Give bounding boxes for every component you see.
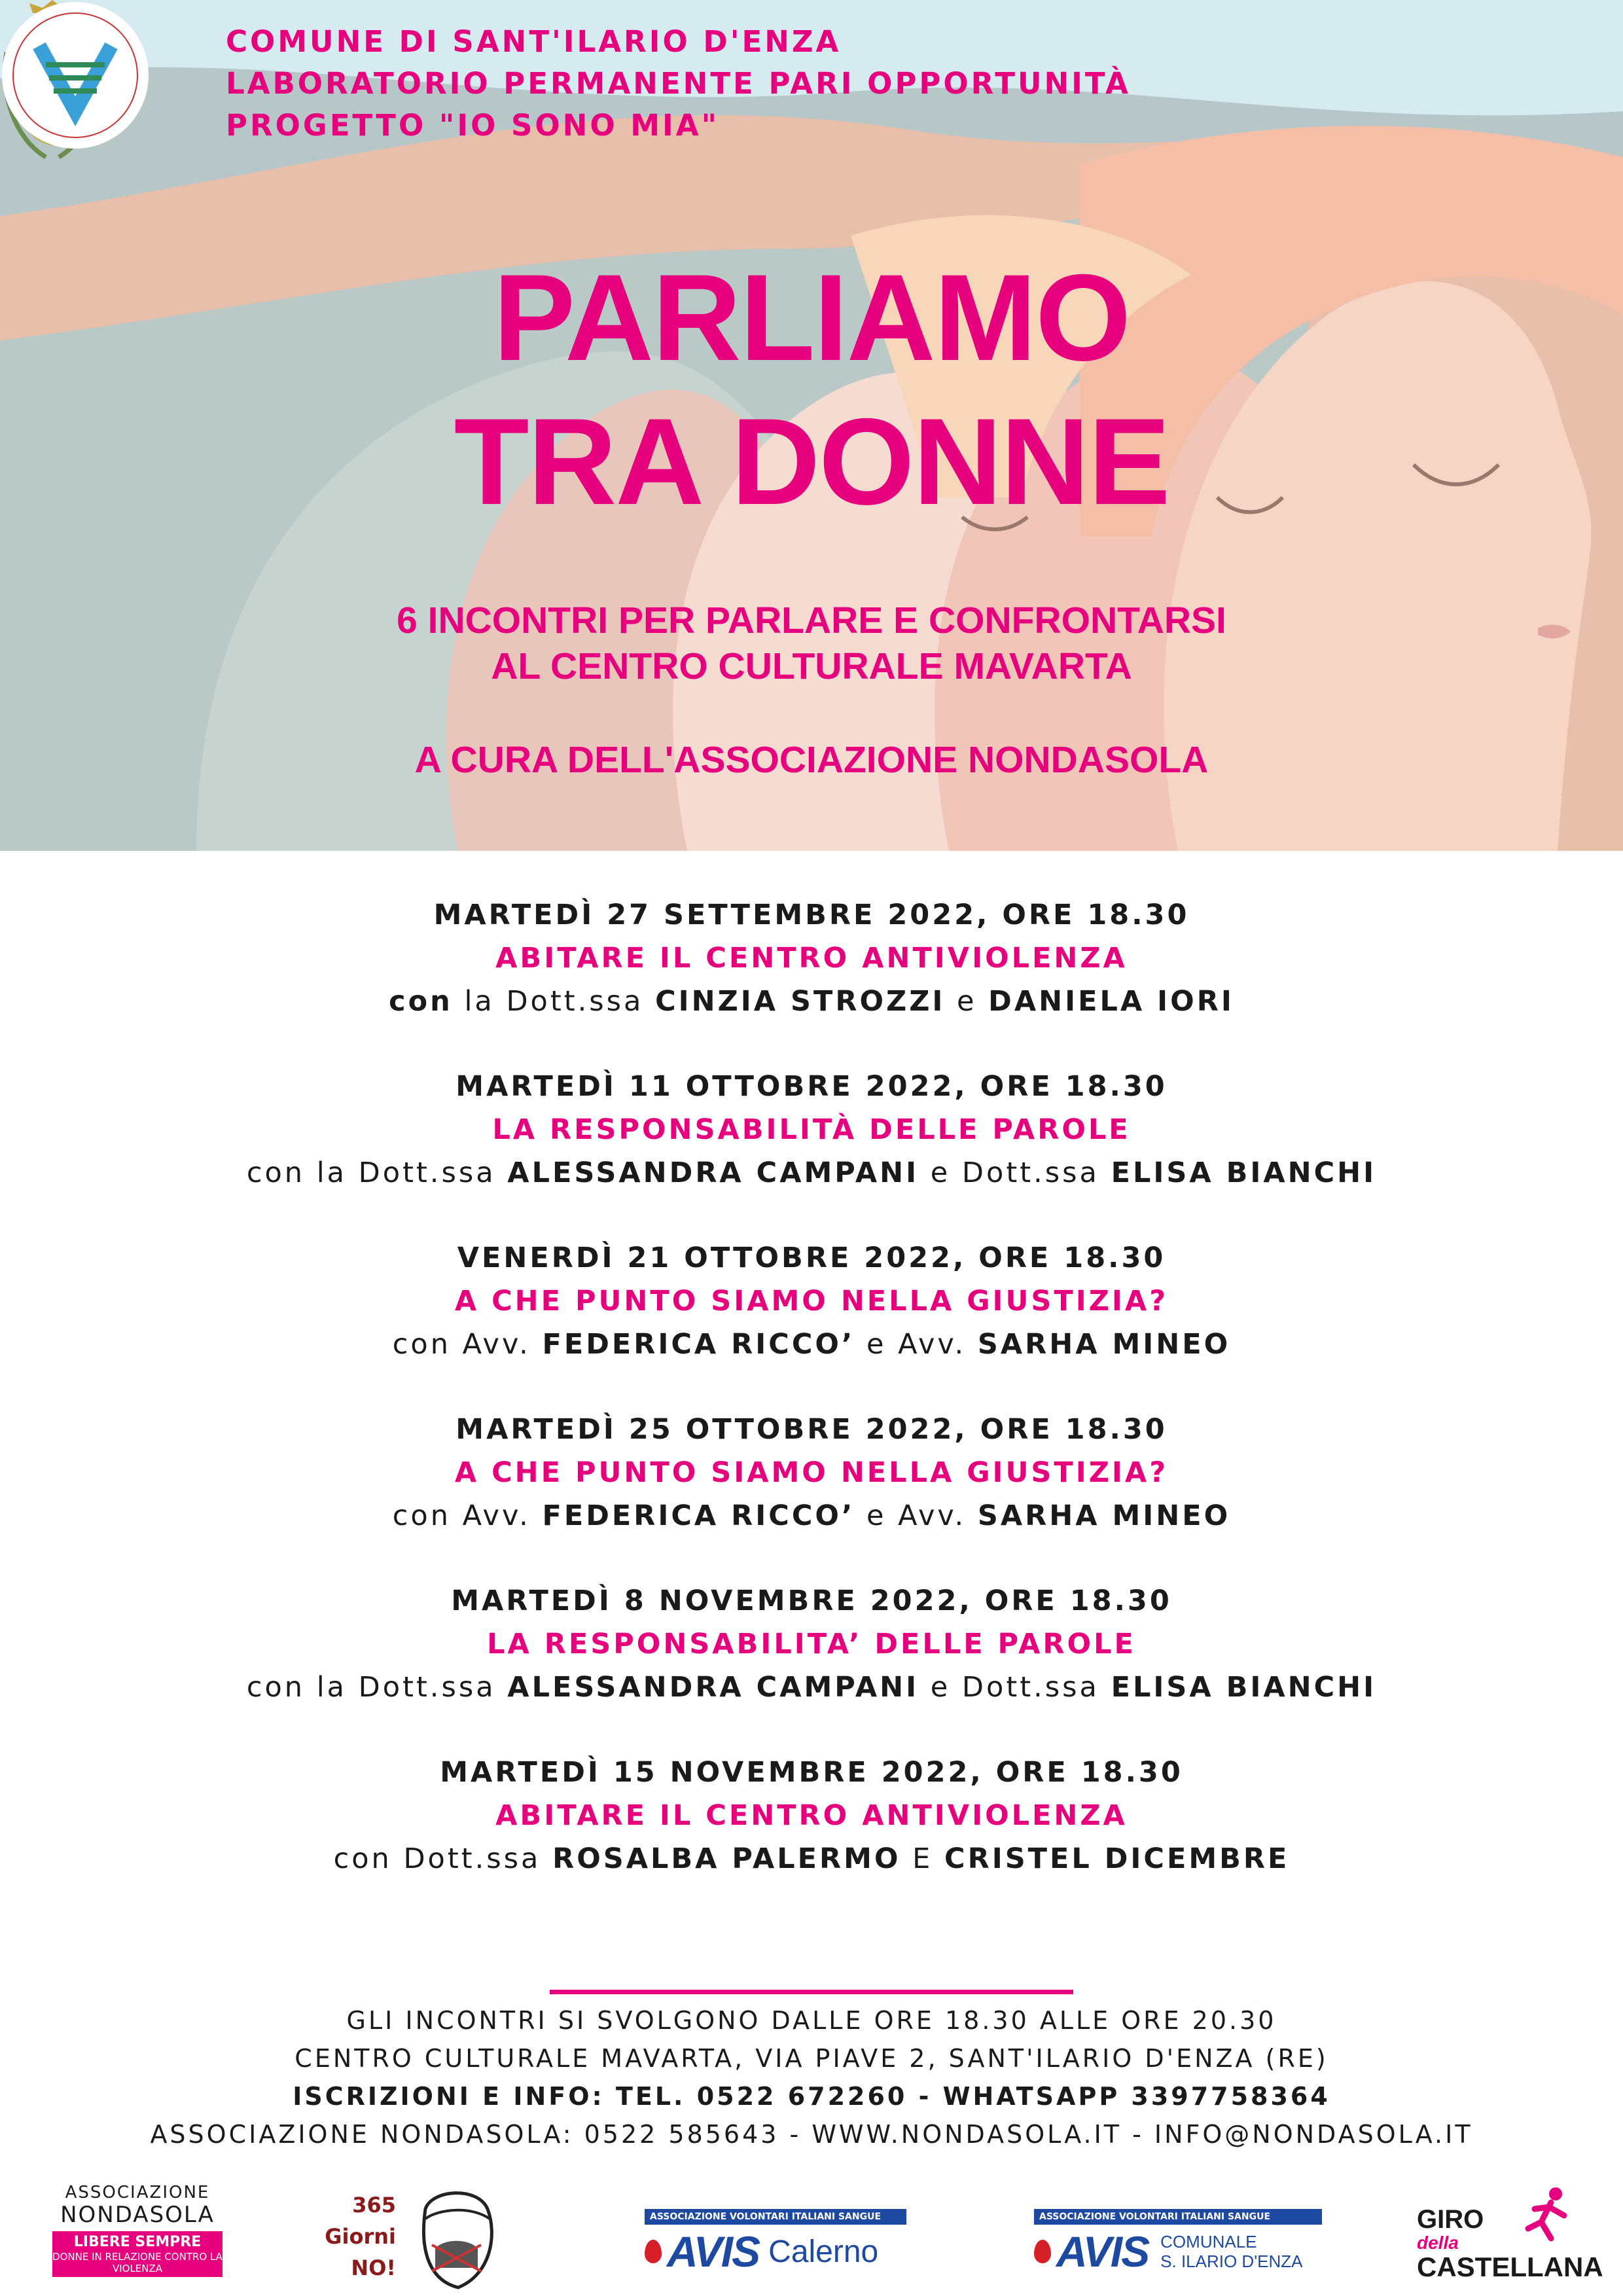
event-topic: LA RESPONSABILITÀ DELLE PAROLE — [492, 1113, 1131, 1146]
curator-line: A CURA DELL'ASSOCIAZIONE NONDASOLA — [414, 739, 1209, 781]
woman-face-sketch-icon — [406, 2183, 504, 2291]
event-item — [0, 1408, 1623, 1579]
header-lines — [226, 21, 1131, 147]
event-topic: ABITARE IL CENTRO ANTIVIOLENZA — [495, 942, 1128, 975]
avis-comunale-place-2: S. ILARIO D'ENZA — [1160, 2251, 1303, 2271]
event-speakers — [0, 980, 1623, 1023]
event-speaker-text: con Avv. — [392, 1328, 543, 1361]
footer-contact: ASSOCIAZIONE NONDASOLA: 0522 585643 - WWW.NONDASOLA.IT - INFO@NONDASOLA.IT — [150, 2120, 1473, 2149]
event-date: MARTEDÌ 25 OTTOBRE 2022, ORE 18.30 — [455, 1413, 1168, 1446]
event-list — [0, 893, 1623, 1922]
event-speaker-name: DANIELA IORI — [988, 985, 1234, 1018]
event-date: MARTEDÌ 8 NOVEMBRE 2022, ORE 18.30 — [451, 1585, 1172, 1617]
event-item — [0, 1579, 1623, 1751]
avis-calerno-logo — [645, 2209, 906, 2287]
event-speaker-name: ELISA BIANCHI — [1111, 1157, 1377, 1189]
event-speaker-text: con Avv. — [392, 1499, 543, 1532]
event-speakers — [0, 1151, 1623, 1194]
event-speaker-text: con la Dott.ssa — [246, 1671, 508, 1704]
event-speaker-text: la Dott.ssa — [452, 985, 656, 1018]
event-date: MARTEDÌ 27 SETTEMBRE 2022, ORE 18.30 — [433, 899, 1190, 931]
event-date: VENERDÌ 21 OTTOBRE 2022, ORE 18.30 — [457, 1242, 1166, 1274]
avis-calerno-place: Calerno — [768, 2234, 879, 2269]
giro-line-3: CASTELLANA — [1417, 2251, 1603, 2282]
giro-della-castellana-logo — [1417, 2186, 1603, 2291]
event-speaker-text: e — [945, 985, 989, 1018]
event-speaker-name: ALESSANDRA CAMPANI — [507, 1157, 919, 1189]
event-speaker-name: CINZIA STROZZI — [655, 985, 946, 1018]
footer-hours: GLI INCONTRI SI SVOLGONO DALLE ORE 18.30 ALLE ORE 20.30 — [346, 2006, 1277, 2035]
title-line-1: PARLIAMO — [493, 249, 1130, 386]
unione-val-denza-logo-icon — [0, 0, 151, 151]
365-giorni-no-text — [314, 2189, 396, 2284]
event-topic: LA RESPONSABILITA’ DELLE PAROLE — [487, 1628, 1136, 1660]
365-line-3: NO! — [351, 2255, 396, 2280]
avis-comunale-place-1: COMUNALE — [1160, 2232, 1257, 2251]
event-item — [0, 1065, 1623, 1236]
nondasola-logo-band-a: LIBERE SEMPRE — [73, 2234, 202, 2250]
365-giorni-no-logo — [314, 2183, 510, 2291]
event-speaker-name: FEDERICA RICCO’ — [542, 1328, 855, 1361]
avis-comunale-logo — [1034, 2209, 1322, 2287]
event-speaker-text: con Dott.ssa — [333, 1842, 553, 1875]
giro-line-2: della — [1417, 2233, 1459, 2253]
footer-venue: CENTRO CULTURALE MAVARTA, VIA PIAVE 2, SANT'ILARIO D'ENZA (RE) — [294, 2044, 1329, 2073]
event-speaker-name: con — [389, 985, 453, 1018]
event-speaker-text: e Avv. — [855, 1328, 978, 1361]
event-topic: A CHE PUNTO SIAMO NELLA GIUSTIZIA? — [454, 1456, 1169, 1489]
nondasola-logo-band — [52, 2231, 223, 2277]
event-speaker-text: e Dott.ssa — [919, 1157, 1111, 1189]
event-topic: ABITARE IL CENTRO ANTIVIOLENZA — [495, 1799, 1128, 1832]
header-municipality: COMUNE DI SANT'ILARIO D'ENZA — [226, 24, 842, 59]
365-line-1: 365 — [352, 2193, 396, 2217]
event-speaker-name: ELISA BIANCHI — [1111, 1671, 1377, 1704]
nondasola-logo-name: NONDASOLA — [60, 2202, 215, 2228]
blood-drop-icon — [1034, 2240, 1051, 2263]
event-speaker-name: ALESSANDRA CAMPANI — [507, 1671, 919, 1704]
footer-divider — [550, 1990, 1073, 1994]
event-speaker-name: SARHA MINEO — [977, 1328, 1231, 1361]
title-line-2: TRA DONNE — [454, 393, 1169, 530]
event-speaker-text: con la Dott.ssa — [246, 1157, 508, 1189]
header-project: PROGETTO "IO SONO MIA" — [226, 108, 720, 143]
avis-calerno-word: AVIS — [667, 2227, 760, 2276]
nondasola-logo-band-b: DONNE IN RELAZIONE CONTRO LA VIOLENZA — [52, 2251, 223, 2274]
avis-comunale-word: AVIS — [1056, 2227, 1149, 2276]
event-speaker-name: FEDERICA RICCO’ — [542, 1499, 855, 1532]
event-speaker-name: CRISTEL DICEMBRE — [944, 1842, 1290, 1875]
avis-comunale-place — [1160, 2232, 1302, 2271]
giro-line-1: GIRO — [1417, 2205, 1484, 2234]
365-line-2: Giorni — [325, 2224, 396, 2249]
event-speaker-name: ROSALBA PALERMO — [552, 1842, 901, 1875]
event-date: MARTEDÌ 11 OTTOBRE 2022, ORE 18.30 — [455, 1070, 1168, 1103]
event-speaker-text: e Avv. — [855, 1499, 978, 1532]
event-speaker-text: E — [901, 1842, 945, 1875]
nondasola-logo — [52, 2183, 223, 2291]
avis-calerno-band: ASSOCIAZIONE VOLONTARI ITALIANI SANGUE — [645, 2209, 906, 2225]
event-speakers — [0, 1837, 1623, 1880]
event-item — [0, 1236, 1623, 1408]
avis-comunale-band: ASSOCIAZIONE VOLONTARI ITALIANI SANGUE — [1034, 2209, 1322, 2225]
subtitle-line-1: 6 INCONTRI PER PARLARE E CONFRONTARSI — [397, 600, 1226, 641]
footer-info — [0, 2001, 1623, 2153]
event-speaker-name: SARHA MINEO — [977, 1499, 1231, 1532]
event-speakers — [0, 1323, 1623, 1366]
subtitle-line-2: AL CENTRO CULTURALE MAVARTA — [491, 645, 1132, 687]
header-lab: LABORATORIO PERMANENTE PARI OPPORTUNITÀ — [226, 66, 1131, 101]
event-topic: A CHE PUNTO SIAMO NELLA GIUSTIZIA? — [454, 1285, 1169, 1318]
runner-icon — [1515, 2186, 1580, 2245]
event-item — [0, 893, 1623, 1065]
event-speakers — [0, 1666, 1623, 1709]
event-speakers — [0, 1494, 1623, 1537]
hero-banner — [0, 0, 1623, 851]
nondasola-logo-top: ASSOCIAZIONE — [65, 2183, 210, 2202]
event-item — [0, 1751, 1623, 1922]
event-speaker-text: e Dott.ssa — [919, 1671, 1111, 1704]
footer-signup: ISCRIZIONI E INFO: TEL. 0522 672260 - WHATSAPP 3397758364 — [293, 2082, 1330, 2111]
blood-drop-icon — [645, 2240, 662, 2263]
event-date: MARTEDÌ 15 NOVEMBRE 2022, ORE 18.30 — [440, 1756, 1183, 1789]
